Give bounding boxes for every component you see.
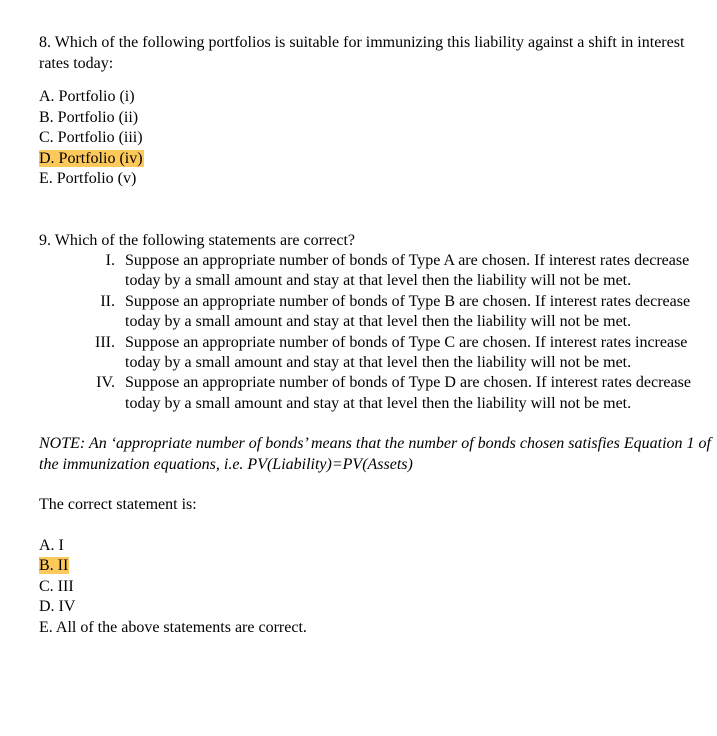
document-page — [39, 33, 711, 638]
prompt-text: The correct statement is: — [39, 496, 197, 514]
question-9-options — [39, 536, 711, 639]
q8-option-c: C. Portfolio (iii) — [39, 129, 143, 146]
statement-2 — [39, 292, 711, 333]
q8-option-d — [39, 149, 711, 170]
note-text: NOTE: An ‘appropriate number of bonds’ means that the number of bonds chosen satisfies Equation 1 of the immunization equations, i.e. PV(Liability)=PV(Assets) — [39, 435, 711, 473]
statement-number: III. — [95, 333, 115, 351]
statement-1 — [39, 251, 711, 292]
statement-number: I. — [105, 252, 115, 269]
q9-option-b — [39, 556, 711, 577]
highlighted-answer: D. Portfolio (iv) — [39, 149, 143, 167]
statement-4 — [39, 373, 711, 414]
question-9-statements — [39, 251, 711, 414]
highlighted-answer: B. II — [39, 557, 69, 575]
question-9-text: 9. Which of the following statements are correct? — [39, 231, 356, 249]
statement-number: IV. — [96, 374, 115, 392]
q9-option-c: C. III — [39, 577, 74, 595]
statement-text: Suppose an appropriate number of bonds of Type A are chosen. If interest rates decrease today by a small amount and stay at that level then the liability will not be met. — [125, 252, 690, 290]
question-8-options — [39, 87, 711, 190]
statement-text: Suppose an appropriate number of bonds of Type D are chosen. If interest rates decrease today by a small amount and stay at that level then the liability will not be met. — [125, 374, 691, 412]
statement-3 — [39, 333, 711, 374]
question-8-text: 8. Which of the following portfolios is suitable for immunizing this liability against a shift in interest rates today: — [39, 34, 685, 72]
statement-text: Suppose an appropriate number of bonds of Type B are chosen. If interest rates decrease today by a small amount and stay at that level then the liability will not be met. — [125, 292, 691, 331]
q9-option-e: E. All of the above statements are correct. — [39, 618, 307, 636]
q9-option-a: A. I — [39, 536, 64, 554]
statement-number: II. — [100, 292, 115, 310]
q8-option-a: A. Portfolio (i) — [39, 88, 135, 105]
q9-option-d: D. IV — [39, 598, 76, 616]
q8-option-b: B. Portfolio (ii) — [39, 108, 139, 126]
statement-text: Suppose an appropriate number of bonds of Type C are chosen. If interest rates increase today by a small amount and stay at that level then the liability will not be met. — [125, 333, 688, 372]
q8-option-e: E. Portfolio (v) — [39, 170, 137, 187]
